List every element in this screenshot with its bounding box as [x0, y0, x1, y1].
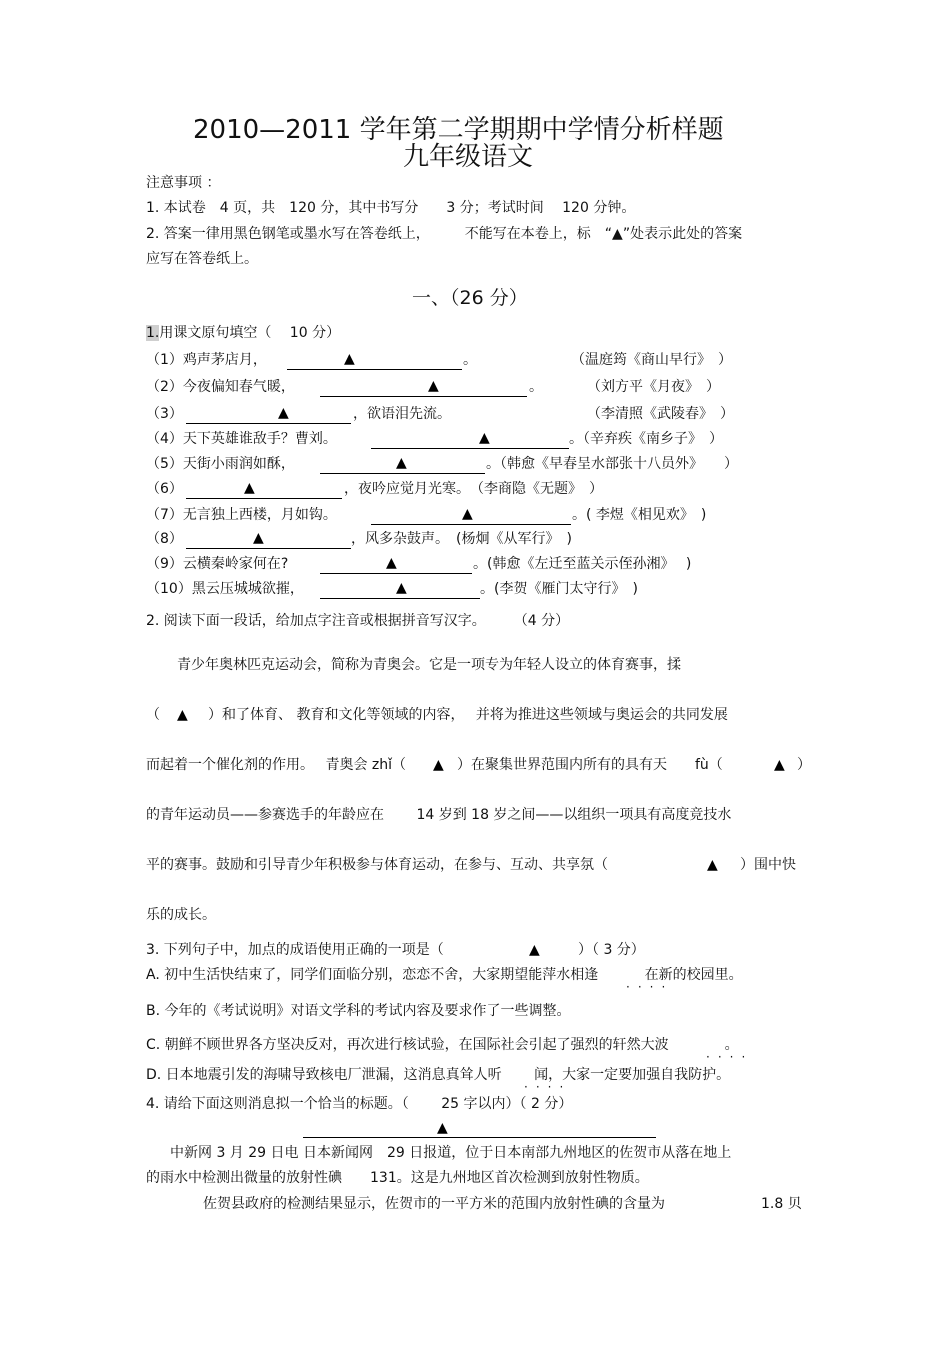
answer-marker-icon: ▲ [707, 857, 718, 873]
q1-title [146, 324, 340, 342]
answer-marker-icon: ▲ [774, 757, 785, 773]
q1-line-5-b: 。（韩愈《早春呈水部张十八员外》 ） [486, 456, 738, 472]
q1-line-4-a: （4）天下英雄谁敌手？曹刘。 [146, 431, 337, 447]
q2-paragraph-line-3-a: 而起着一个催化剂的作用。 青奥会 zhǐ（ [146, 757, 407, 773]
answer-blank [287, 369, 462, 370]
q1-number: 1. [146, 325, 160, 341]
q4-news-line-1: 中新网 3 月 29 日电 日本新闻网 29 日报道，位于日本南部九州地区的佐贺市从落在地上 [170, 1145, 732, 1161]
answer-blank [320, 396, 527, 397]
answer-blank [320, 573, 472, 574]
q2-paragraph-line-2-b: ）和了体育、 教育和文化等领域的内容， 并将为推进这些领域与奥运会的共同发展 [208, 707, 728, 723]
q1-line-1-c: （温庭筠《商山早行》 ） [571, 352, 732, 368]
answer-blank [371, 448, 569, 449]
q1-line-9-b: 。(韩愈《左迁至蓝关示侄孙湘》 ) [473, 556, 692, 572]
answer-marker-icon: ▲ [428, 378, 439, 394]
notice-line-1: 1. 本试卷 4 页，共 120 分，其中书写分 3 分；考试时间 120 分钟。 [146, 200, 636, 216]
q1-line-7-b: 。( 李煜《相见欢》 ) [572, 507, 707, 523]
answer-marker-icon: ▲ [278, 405, 289, 421]
answer-marker-icon: ▲ [437, 1120, 448, 1136]
answer-blank [186, 423, 351, 424]
q2-paragraph-line-3-c: ） [797, 757, 811, 773]
answer-marker-icon: ▲ [396, 455, 407, 471]
q4-news-line-3-a: 佐贺县政府的检测结果显示，佐贺市的一平方米的范围内放射性碘的含量为 [203, 1196, 665, 1212]
q1-line-5-a: （5）天街小雨润如酥， [146, 456, 295, 472]
answer-marker-icon: ▲ [396, 580, 407, 596]
q3-title-b: ）（ 3 分） [578, 942, 645, 958]
notice-line-2: 2. 答案一律用黑色钢笔或墨水写在答卷纸上， 不能写在本卷上，标 “▲”处表示此处的答案 [146, 226, 743, 242]
q1-line-6-a: （6） [146, 481, 183, 497]
q2-paragraph-line-3-b: ）在聚集世界范围内所有的具有天 fù（ [457, 757, 723, 773]
answer-marker-icon: ▲ [386, 555, 397, 571]
section-heading: 一、（26 分） [412, 287, 528, 309]
exam-subtitle: 九年级语文 [403, 142, 534, 172]
q1-line-1-a: （1）鸡声茅店月， [146, 352, 267, 368]
answer-blank [186, 498, 342, 499]
q4-news-line-3-b: 1.8 贝 [761, 1196, 802, 1212]
answer-blank [186, 548, 351, 549]
q3-option-d: D. 日本地震引发的海啸导致核电厂泄漏，这消息真耸人听 闻，大家一定要加强自我防护。 [146, 1067, 731, 1083]
answer-marker-icon: ▲ [253, 530, 264, 546]
q1-line-2-b: 。 [529, 379, 543, 395]
q1-line-9-a: （9）云横秦岭家何在? [146, 556, 289, 572]
q1-line-6-b: ，夜吟应觉月光寒。 （李商隐《无题》 ） [344, 481, 603, 497]
answer-marker-icon: ▲ [433, 757, 444, 773]
q1-line-1-b: 。 [463, 352, 477, 368]
q1-text: 用课文原句填空（ 10 分） [159, 325, 341, 341]
q4-title: 4. 请给下面这则消息拟一个恰当的标题。（ 25 字以内）（ 2 分） [146, 1096, 573, 1112]
q1-line-8-b: ，风多杂鼓声。 (杨炯《从军行》 ) [351, 531, 572, 547]
emphasis-dots: ···· [626, 980, 674, 994]
q1-line-10-a: （10）黑云压城城欲摧， [146, 581, 304, 597]
q2-paragraph-line-2-a: （ [146, 707, 174, 723]
q1-line-3-a: （3） [146, 406, 183, 422]
q1-line-2-c: （刘方平《月夜》 ） [587, 379, 720, 395]
q3-option-a: A. 初中生活快结束了，同学们面临分别，恋恋不舍，大家期望能萍水相逢 在新的校园里。 [146, 967, 743, 983]
q1-line-7-a: （7）无言独上西楼，月如钩。 [146, 507, 337, 523]
emphasis-dots: ···· [706, 1050, 754, 1064]
answer-blank [320, 473, 485, 474]
answer-marker-icon: ▲ [177, 707, 188, 723]
exam-title: 2010—2011 学年第二学期期中学情分析样题 [193, 115, 724, 145]
q1-line-4-b: 。（辛弃疾《南乡子》 ） [569, 431, 723, 447]
q2-title: 2. 阅读下面一段话，给加点字注音或根据拼音写汉字。 （4 分） [146, 613, 570, 629]
answer-marker-icon: ▲ [479, 430, 490, 446]
answer-marker-icon: ▲ [462, 506, 473, 522]
q2-paragraph-line-4: 的青年运动员——参赛选手的年龄应在 14 岁到 18 岁之间——以组织一项具有高度竞技水 [146, 807, 732, 823]
q3-option-c: C. 朝鲜不顾世界各方坚决反对，再次进行核试验，在国际社会引起了强烈的轩然大波 。 [146, 1037, 739, 1053]
q1-line-8-a: （8） [146, 531, 183, 547]
notice-heading: 注意事项 ： [146, 175, 221, 191]
emphasis-dots: ···· [524, 1080, 572, 1094]
answer-blank [320, 598, 480, 599]
answer-marker-icon: ▲ [529, 942, 540, 958]
q1-line-3-c: （李清照《武陵春》 ） [587, 406, 734, 422]
answer-blank [303, 1137, 656, 1138]
answer-marker-icon: ▲ [244, 480, 255, 496]
notice-line-3: 应写在答卷纸上。 [146, 251, 258, 267]
q2-paragraph-line-5-b: ）围中快 [740, 857, 796, 873]
q3-option-b: B. 今年的《考试说明》对语文学科的考试内容及要求作了一些调整。 [146, 1003, 571, 1019]
answer-blank [371, 524, 571, 525]
q3-title-a: 3. 下列句子中，加点的成语使用正确的一项是（ [146, 942, 444, 958]
q2-paragraph-line-5-a: 平的赛事。鼓励和引导青少年积极参与体育运动，在参与、互动、共享氛（ [146, 857, 608, 873]
q2-paragraph-line-1: 青少年奥林匹克运动会，简称为青奥会。它是一项专为年轻人设立的体育赛事，揉 [177, 657, 681, 673]
q2-paragraph-line-6: 乐的成长。 [146, 907, 216, 923]
q1-line-3-b: ，欲语泪先流。 [353, 406, 451, 422]
q4-news-line-2: 的雨水中检测出微量的放射性碘 131。这是九州地区首次检测到放射性物质。 [146, 1170, 649, 1186]
answer-marker-icon: ▲ [344, 351, 355, 367]
q1-line-10-b: 。(李贺《雁门太守行》 ) [480, 581, 638, 597]
q1-line-2-a: （2）今夜偏知春气暖， [146, 379, 295, 395]
